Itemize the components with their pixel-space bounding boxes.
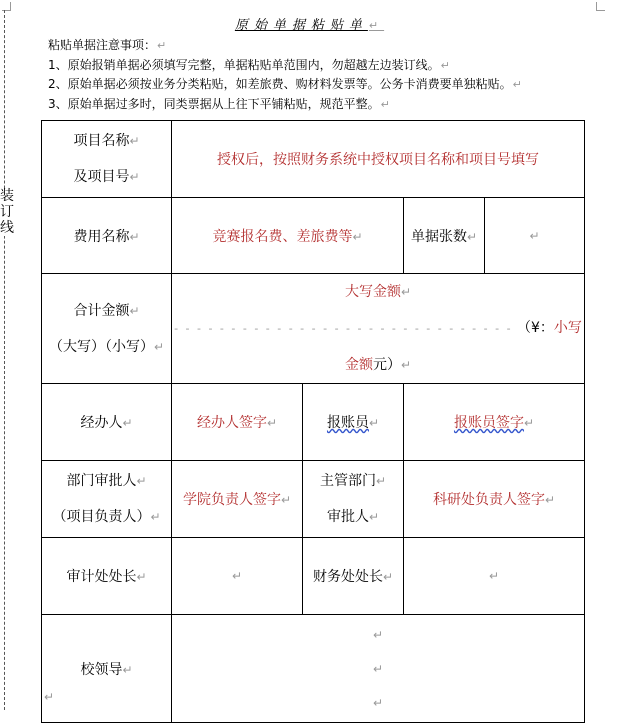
expense-value-cell[interactable]: 竞赛报名费、差旅费等↵ [172, 198, 404, 274]
leader-value-cell[interactable]: ↵ ↵ ↵ [172, 615, 585, 723]
notes-heading: 粘贴单据注意事项：↵ [48, 38, 167, 52]
leader-label-cell: 校领导↵ [42, 615, 172, 723]
reimburser-label-cell: 报账员↵ [303, 384, 404, 461]
expense-label-cell: 费用名称↵ [42, 198, 172, 274]
note-item: 3、原始单据过多时，同类票据从上往下平铺粘贴，规范平整。↵ [48, 96, 390, 111]
project-label-cell: 项目名称↵ 及项目号↵ [42, 121, 172, 198]
audit-label-cell: 审计处处长↵ [42, 538, 172, 615]
reimburser-value-cell[interactable]: 报账员签字↵ [404, 384, 585, 461]
paragraph-mark: ↵ [44, 690, 55, 704]
page-corner-mark [596, 2, 605, 11]
total-amount-cell[interactable]: 大写金额↵ - - - - - - - - - - - - - - - - - - - - - - - - - - - - - - （¥：小写金额元）↵ [172, 274, 585, 384]
note-item: 1、原始报销单据必须填写完整，单据粘贴单范围内，勿超越左边装订线。↵ [48, 57, 450, 72]
binding-line [4, 10, 5, 710]
supervisor-value-cell[interactable]: 科研处负责人签字↵ [404, 461, 585, 538]
dept-approver-label-cell: 部门审批人↵ （项目负责人）↵ [42, 461, 172, 538]
total-label-cell: 合计金额↵ （大写）（小写）↵ [42, 274, 172, 384]
finance-label-cell: 财务处处长↵ [303, 538, 404, 615]
dept-approver-value-cell[interactable]: 学院负责人签字↵ [172, 461, 303, 538]
supervisor-label-cell: 主管部门↵ 审批人↵ [303, 461, 404, 538]
binding-label: 装 订 线 [0, 188, 14, 236]
receipt-form-table [41, 120, 585, 723]
handler-value-cell[interactable]: 经办人签字↵ [172, 384, 303, 461]
doc-count-value-cell[interactable]: ↵ [485, 198, 585, 274]
audit-value-cell[interactable]: ↵ [172, 538, 303, 615]
finance-value-cell[interactable]: ↵ [404, 538, 585, 615]
doc-count-label-cell: 单据张数↵ [404, 198, 485, 274]
notes-section [48, 36, 522, 114]
project-value-cell[interactable]: 授权后，按照财务系统中授权项目名称和项目号填写 [172, 121, 585, 198]
note-item: 2、原始单据必须按业务分类粘贴，如差旅费、购材料发票等。公务卡消费要单独粘贴。↵ [48, 77, 522, 91]
document-title: 原始单据粘贴单↵ [234, 18, 385, 33]
handler-label-cell: 经办人↵ [42, 384, 172, 461]
